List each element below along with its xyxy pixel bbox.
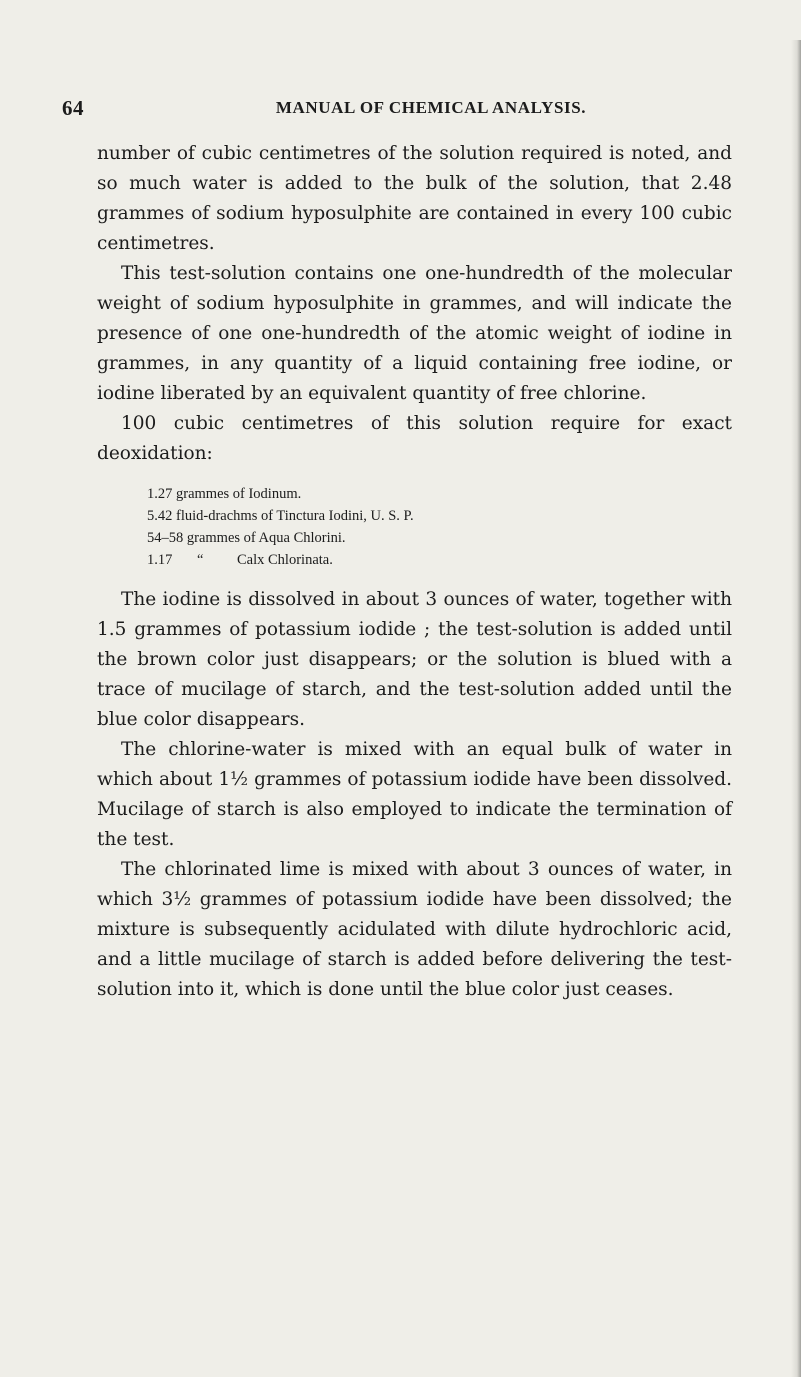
paragraph-continued: number of cubic centimetres of the solution required is noted, and so much water is added to the bulk of the solution, that 2.48 grammes of sodium hyposulphite are contained in every 100 cubic centimetres.: [97, 143, 732, 254]
table-amount: 1.17: [147, 552, 173, 568]
ditto-mark: “: [197, 552, 204, 568]
body-text: [97, 139, 732, 1005]
table-row: [147, 549, 732, 571]
table-row: 5.42 fluid-drachms of Tinctura Iodini, U. S. P.: [147, 508, 414, 524]
page-edge-shadow: [791, 40, 801, 1377]
paragraph-chlorine-water: The chlorine-water is mixed with an equal bulk of water in which about 1½ grammes of potassium iodide have been dissolved. Mucilage of starch is also employed to indicate the termination of the test.: [97, 739, 732, 850]
table-row: 54–58 grammes of Aqua Chlorini.: [147, 530, 346, 546]
paragraph-test-solution: This test-solution contains one one-hundredth of the molecular weight of sodium hyposulphite in grammes, and will indicate the presence of one one-hundredth of the atomic weight of iodine in grammes, in any quantity of a liquid containing free iodine, or iodine liberated by an equivalent quantity of free chlorine.: [97, 263, 732, 404]
running-head: MANUAL OF CHEMICAL ANALYSIS.: [275, 98, 587, 117]
page-number: 64: [62, 96, 84, 120]
equivalents-table: [147, 483, 732, 571]
table-substance: Calx Chlorinata.: [237, 552, 333, 568]
paragraph-iodine: The iodine is dissolved in about 3 ounces of water, together with 1.5 grammes of potassium iodide ; the test-solution is added until the brown color just disappears; or the solution is blued with a trace of mucilage of starch, and the test-solution added until the blue color disappears.: [97, 589, 732, 730]
paragraph-deoxidation: 100 cubic centimetres of this solution require for exact deoxidation:: [97, 413, 732, 464]
table-row: 1.27 grammes of Iodinum.: [147, 486, 302, 502]
paragraph-chlorinated-lime: The chlorinated lime is mixed with about 3 ounces of water, in which 3½ grammes of potassium iodide have been dissolved; the mixture is subsequently acidulated with dilute hydrochloric acid, and a little mucilage of starch is added before delivering the test-solution into it, which is done until the blue color just ceases.: [97, 859, 732, 1000]
page-header: [62, 96, 730, 126]
